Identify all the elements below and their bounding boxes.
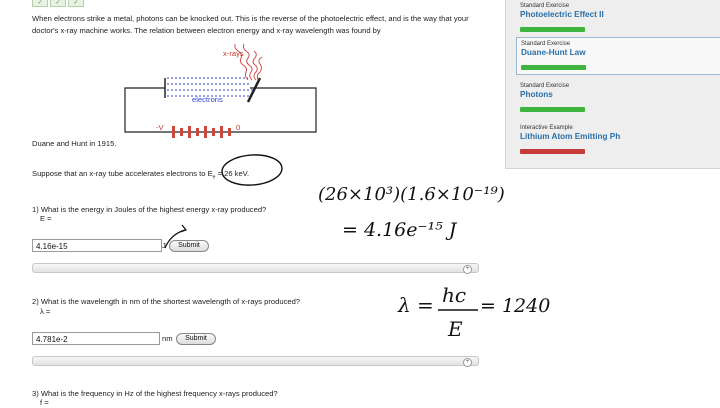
progress-bar bbox=[520, 149, 585, 154]
handwritten-hc: hc bbox=[442, 283, 467, 307]
handwritten-E: E bbox=[448, 317, 463, 341]
xray-tube-diagram bbox=[120, 40, 320, 140]
zero-label: 0 bbox=[236, 123, 241, 132]
progress-bar bbox=[521, 65, 586, 70]
check-icon[interactable]: ✓ bbox=[68, 0, 84, 7]
question-2-var: λ = bbox=[40, 307, 51, 316]
plus-circle-icon[interactable]: + bbox=[463, 358, 472, 367]
question-3-var: f = bbox=[40, 398, 49, 407]
minus-v-label: -V bbox=[156, 123, 164, 132]
top-status-tabs bbox=[32, 0, 84, 7]
handwritten-lambda: λ = bbox=[398, 293, 434, 317]
electron-beam bbox=[167, 78, 253, 96]
answer-1-input[interactable]: 4.16e-15 bbox=[32, 239, 162, 252]
answer-2-input[interactable]: 4.781e-2 bbox=[32, 332, 160, 345]
handwritten-line-1: (26×10³)(1.6×10⁻¹⁹) bbox=[318, 184, 505, 205]
check-icon[interactable]: ✓ bbox=[32, 0, 48, 7]
progress-bar bbox=[520, 107, 585, 112]
handwritten-line-2: = 4.16e⁻¹⁵ J bbox=[342, 219, 457, 241]
sidebar-item-duane-hunt[interactable]: Standard Exercise Duane-Hunt Law bbox=[516, 37, 720, 75]
expand-bar-2[interactable] bbox=[32, 356, 479, 366]
sidebar-item-photons[interactable]: Standard Exercise Photons bbox=[516, 80, 720, 118]
suppose-text: Suppose that an x-ray tube accelerates electrons to $E_e = 26$ keV. bbox=[32, 169, 250, 181]
answer-2-unit: nm bbox=[162, 334, 173, 343]
electrons-label: electrons bbox=[192, 95, 223, 104]
answer-1-unit: J bbox=[162, 241, 166, 250]
question-2-text: 2) What is the wavelength in nm of the shortest wavelength of x-rays produced? bbox=[32, 297, 301, 306]
submit-button-2[interactable]: Submit bbox=[176, 333, 216, 345]
submit-button-1[interactable]: Submit bbox=[169, 240, 209, 252]
handwritten-1240: = 1240 bbox=[480, 295, 551, 317]
question-3-text: 3) What is the frequency in Hz of the highest frequency x-rays produced? bbox=[32, 389, 278, 398]
question-1-text: 1) What is the energy in Joules of the highest energy x-ray produced? bbox=[32, 205, 267, 214]
plus-circle-icon[interactable]: + bbox=[463, 265, 472, 274]
exercise-sidebar bbox=[505, 0, 720, 169]
xrays-label: x-rays bbox=[223, 49, 244, 58]
sidebar-item-photoelectric[interactable]: Standard Exercise Photoelectric Effect II bbox=[516, 0, 720, 38]
duane-hunt-text: Duane and Hunt in 1915. bbox=[32, 139, 117, 148]
expand-bar-1[interactable] bbox=[32, 263, 479, 273]
sidebar-item-lithium[interactable]: Interactive Example Lithium Atom Emitting Ph bbox=[516, 122, 720, 160]
question-1-var: E = bbox=[40, 214, 52, 223]
intro-paragraph: When electrons strike a metal, photons can be knocked out. This is the reverse of the photoelectric effect, and is the way that your doctor's x-ray machine works. The relation between electron energy and x-ray wavelength was found by bbox=[32, 14, 469, 35]
progress-bar bbox=[520, 27, 585, 32]
anode-target-icon bbox=[248, 78, 260, 102]
check-icon[interactable]: ✓ bbox=[50, 0, 66, 7]
